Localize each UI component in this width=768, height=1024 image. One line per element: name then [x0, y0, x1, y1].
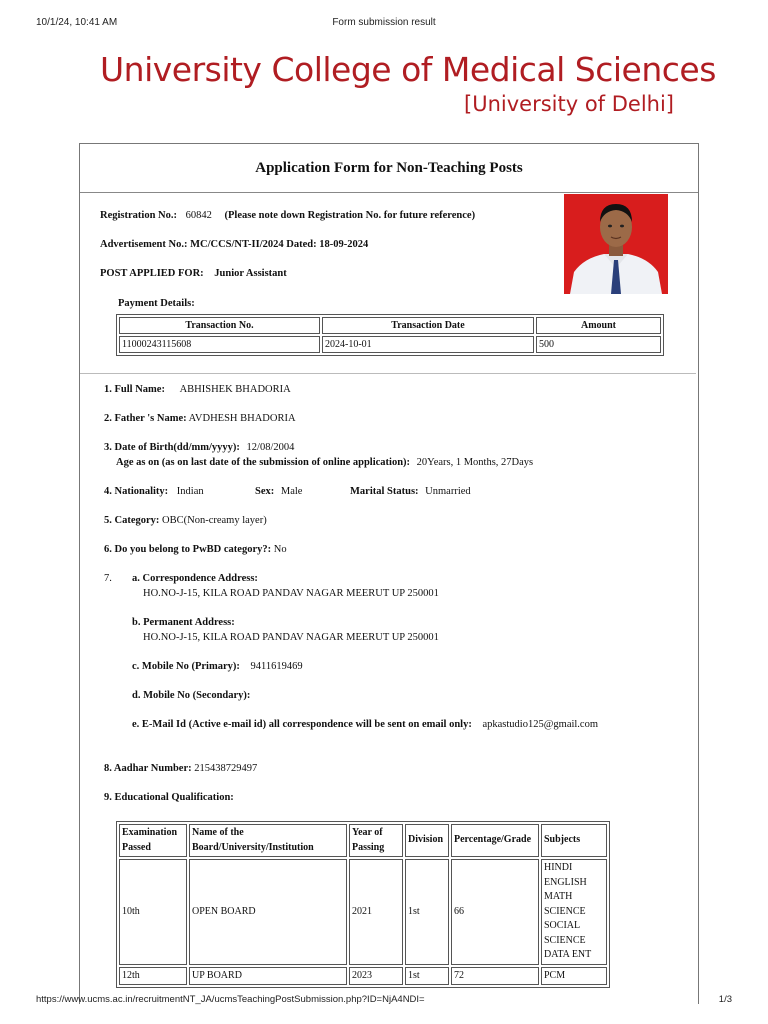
father-name-label: 2. Father 's Name: [104, 413, 187, 424]
education-row-12th [119, 967, 607, 986]
exam-passed: 12th [119, 967, 187, 986]
board-name: OPEN BOARD [189, 859, 347, 965]
mobile-primary-value: 9411619469 [250, 661, 303, 672]
field-father-name [104, 413, 296, 424]
year-of-passing: 2023 [349, 967, 403, 986]
education-table [116, 821, 610, 988]
full-name-value: ABHISHEK BHADORIA [179, 384, 291, 395]
year-of-passing: 2021 [349, 859, 403, 965]
division-header: Division [405, 824, 449, 857]
field-sex [255, 486, 302, 497]
category-value: OBC(Non-creamy layer) [162, 515, 267, 526]
field-email [132, 719, 598, 730]
section-divider [80, 373, 696, 374]
age-label: Age as on (as on last date of the submission of online application): [116, 457, 411, 468]
percentage: 72 [451, 967, 539, 986]
application-form [79, 143, 699, 1004]
email-label: e. E-Mail Id (Active e-mail id) all correspondence will be sent on email only: [132, 719, 472, 730]
college-name: University College of Medical Sciences [100, 50, 716, 89]
field-full-name [104, 384, 291, 395]
permanent-address-value: HO.NO-J-15, KILA ROAD PANDAV NAGAR MEERUT UP 250001 [143, 632, 439, 643]
percentage-header: Percentage/Grade [451, 824, 539, 857]
division: 1st [405, 859, 449, 965]
pwbd-label: 6. Do you belong to PwBD category?: [104, 544, 272, 555]
exam-passed-header: Examination Passed [119, 824, 187, 857]
field-mobile-primary [132, 661, 303, 672]
form-title: Application Form for Non-Teaching Posts [80, 144, 698, 193]
subjects-header: Subjects [541, 824, 607, 857]
board-header: Name of the Board/University/Institution [189, 824, 347, 857]
education-row-10th [119, 859, 607, 965]
registration-number: 60842 [185, 210, 212, 221]
print-page-number: 1/3 [718, 994, 732, 1005]
payment-table [116, 314, 664, 356]
university-name: [University of Delhi] [464, 92, 674, 116]
field-pwbd [104, 544, 287, 555]
field-marital-status [350, 486, 471, 497]
full-name-label: 1. Full Name: [104, 384, 165, 395]
payment-row [119, 336, 661, 353]
nationality-value: Indian [176, 486, 204, 497]
advertisement-line: Advertisement No.: MC/CCS/NT-II/2024 Dated: 18-09-2024 [100, 239, 369, 250]
field-nationality [104, 486, 204, 497]
transaction-date: 2024-10-01 [322, 336, 534, 353]
print-page-title: Form submission result [332, 17, 436, 28]
education-header-row [119, 824, 607, 857]
print-timestamp: 10/1/24, 10:41 AM [36, 17, 118, 28]
aadhar-label: 8. Aadhar Number: [104, 763, 192, 774]
mobile-primary-label: c. Mobile No (Primary): [132, 661, 240, 672]
aadhar-value: 215438729497 [194, 763, 258, 774]
sex-value: Male [280, 486, 303, 497]
subjects: PCM [541, 967, 607, 986]
email-value: apkastudio125@gmail.com [482, 719, 599, 730]
post-applied-line [100, 268, 287, 279]
registration-label: Registration No.: [100, 210, 177, 221]
field-age [116, 457, 533, 468]
payment-details-label: Payment Details: [118, 298, 195, 309]
nationality-label: 4. Nationality: [104, 486, 169, 497]
print-url: https://www.ucms.ac.in/recruitmentNT_JA/ucmsTeachingPostSubmission.php?ID=NjA4NDI= [36, 994, 425, 1005]
post-applied-label: POST APPLIED FOR: [100, 268, 204, 279]
father-name-value: AVDHESH BHADORIA [188, 413, 296, 424]
marital-status-value: Unmarried [425, 486, 471, 497]
dob-value: 12/08/2004 [246, 442, 295, 453]
age-value: 20Years, 1 Months, 27Days [416, 457, 534, 468]
registration-note: (Please note down Registration No. for future reference) [224, 210, 476, 221]
education-label: 9. Educational Qualification: [104, 792, 234, 803]
payment-header-row [119, 317, 661, 334]
exam-passed: 10th [119, 859, 187, 965]
applicant-photo [564, 194, 668, 294]
field-category [104, 515, 267, 526]
field-aadhar [104, 763, 257, 774]
year-header: Year of Passing [349, 824, 403, 857]
registration-line [100, 210, 475, 221]
amount-header: Amount [536, 317, 661, 334]
marital-status-label: Marital Status: [350, 486, 419, 497]
transaction-no: 11000243115608 [119, 336, 320, 353]
dob-label: 3. Date of Birth(dd/mm/yyyy): [104, 442, 240, 453]
transaction-no-header: Transaction No. [119, 317, 320, 334]
field-7-number: 7. [104, 573, 112, 584]
division: 1st [405, 967, 449, 986]
correspondence-address-value: HO.NO-J-15, KILA ROAD PANDAV NAGAR MEERUT UP 250001 [143, 588, 439, 599]
post-applied-value: Junior Assistant [214, 268, 287, 279]
transaction-date-header: Transaction Date [322, 317, 534, 334]
board-name: UP BOARD [189, 967, 347, 986]
amount: 500 [536, 336, 661, 353]
pwbd-value: No [273, 544, 287, 555]
category-label: 5. Category: [104, 515, 160, 526]
permanent-address-label: b. Permanent Address: [132, 617, 235, 628]
percentage: 66 [451, 859, 539, 965]
correspondence-address-label: a. Correspondence Address: [132, 573, 258, 584]
subjects: HINDI ENGLISH MATH SCIENCE SOCIAL SCIENCE DATA ENT [541, 859, 607, 965]
field-dob [104, 442, 294, 453]
sex-label: Sex: [255, 486, 275, 497]
mobile-secondary-label: d. Mobile No (Secondary): [132, 690, 251, 701]
